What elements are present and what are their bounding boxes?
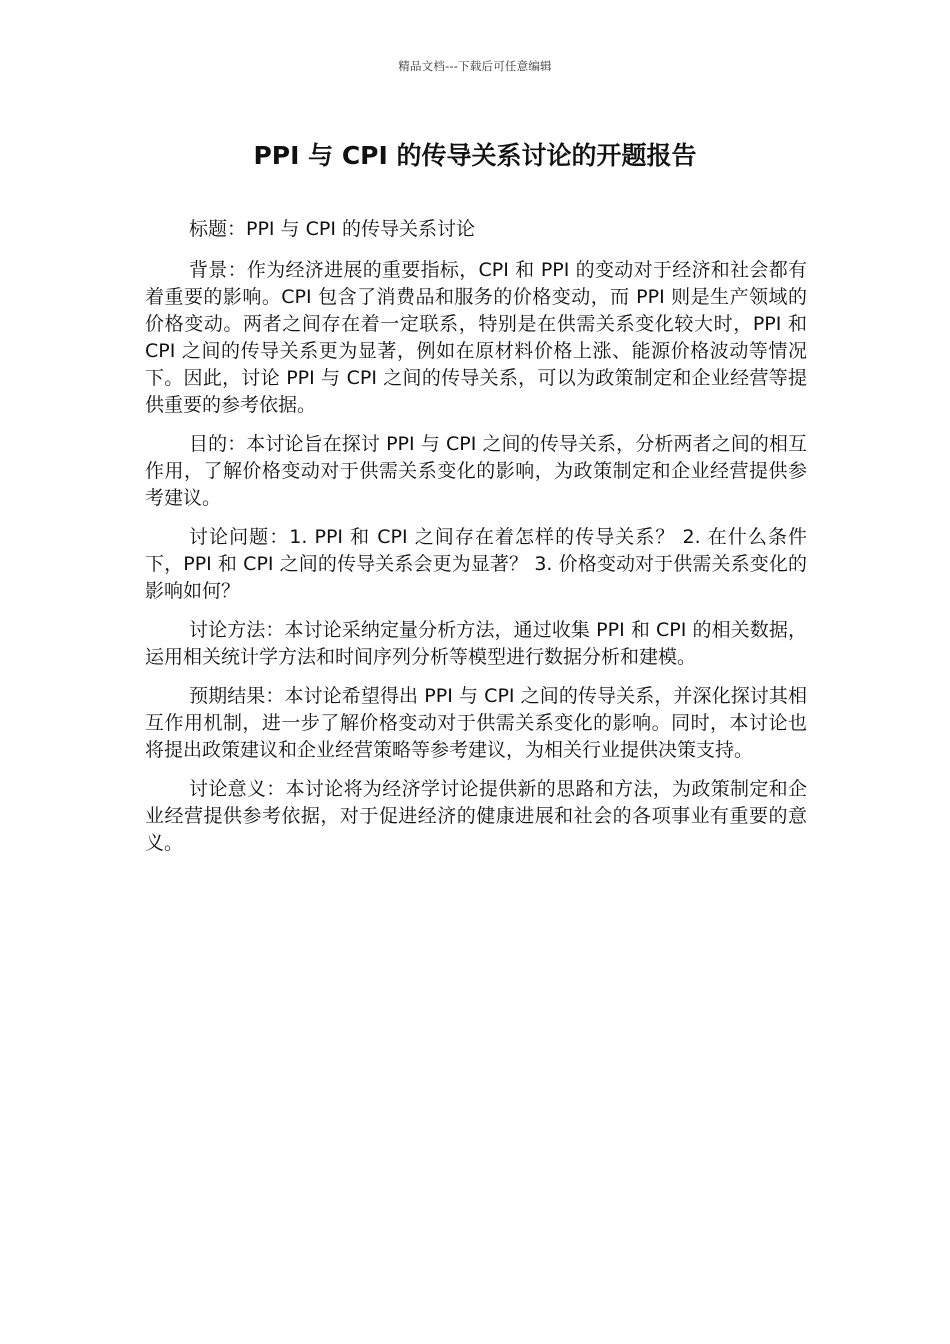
- paragraph-background: 背景：作为经济进展的重要指标，CPI 和 PPI 的变动对于经济和社会都有着重要的影响。CPI 包含了消费品和服务的价格变动，而 PPI 则是生产领域的价格变动。两者之间存在着一定联系，特别是在供需关系变化较大时，PPI 和 CPI 之间的传导关系更为显著，例如在原材料价格上涨、能源价格波动等情况下。因此，讨论 PPI 与 CPI 之间的传导关系，可以为政策制定和企业经营等提供重要的参考依据。: [145, 259, 807, 416]
- header-note: 精品文档---下载后可任意编辑: [398, 59, 552, 73]
- paragraph-methods: 讨论方法：本讨论采纳定量分析方法，通过收集 PPI 和 CPI 的相关数据，运用相关统计学方法和时间序列分析等模型进行数据分析和建模。: [145, 619, 807, 668]
- paragraph-title-line: 标题：PPI 与 CPI 的传导关系讨论: [189, 218, 475, 240]
- document-body: [145, 216, 807, 869]
- paragraph-significance: 讨论意义：本讨论将为经济学讨论提供新的思路和方法，为政策制定和企业经营提供参考依据，对于促进经济的健康进展和社会的各项事业有重要的意义。: [145, 778, 807, 854]
- document-title: PPI 与 CPI 的传导关系讨论的开题报告: [253, 141, 697, 170]
- paragraph-purpose: 目的：本讨论旨在探讨 PPI 与 CPI 之间的传导关系，分析两者之间的相互作用，了解价格变动对于供需关系变化的影响，为政策制定和企业经营提供参考建议。: [145, 433, 807, 509]
- paragraph-expected-results: 预期结果：本讨论希望得出 PPI 与 CPI 之间的传导关系，并深化探讨其相互作用机制，进一步了解价格变动对于供需关系变化的影响。同时，本讨论也将提出政策建议和企业经营策略等参考建议，为相关行业提供决策支持。: [145, 685, 807, 761]
- paragraph-questions: 讨论问题：1. PPI 和 CPI 之间存在着怎样的传导关系？ 2. 在什么条件下，PPI 和 CPI 之间的传导关系会更为显著？ 3. 价格变动对于供需关系变化的影响如何？: [145, 526, 807, 602]
